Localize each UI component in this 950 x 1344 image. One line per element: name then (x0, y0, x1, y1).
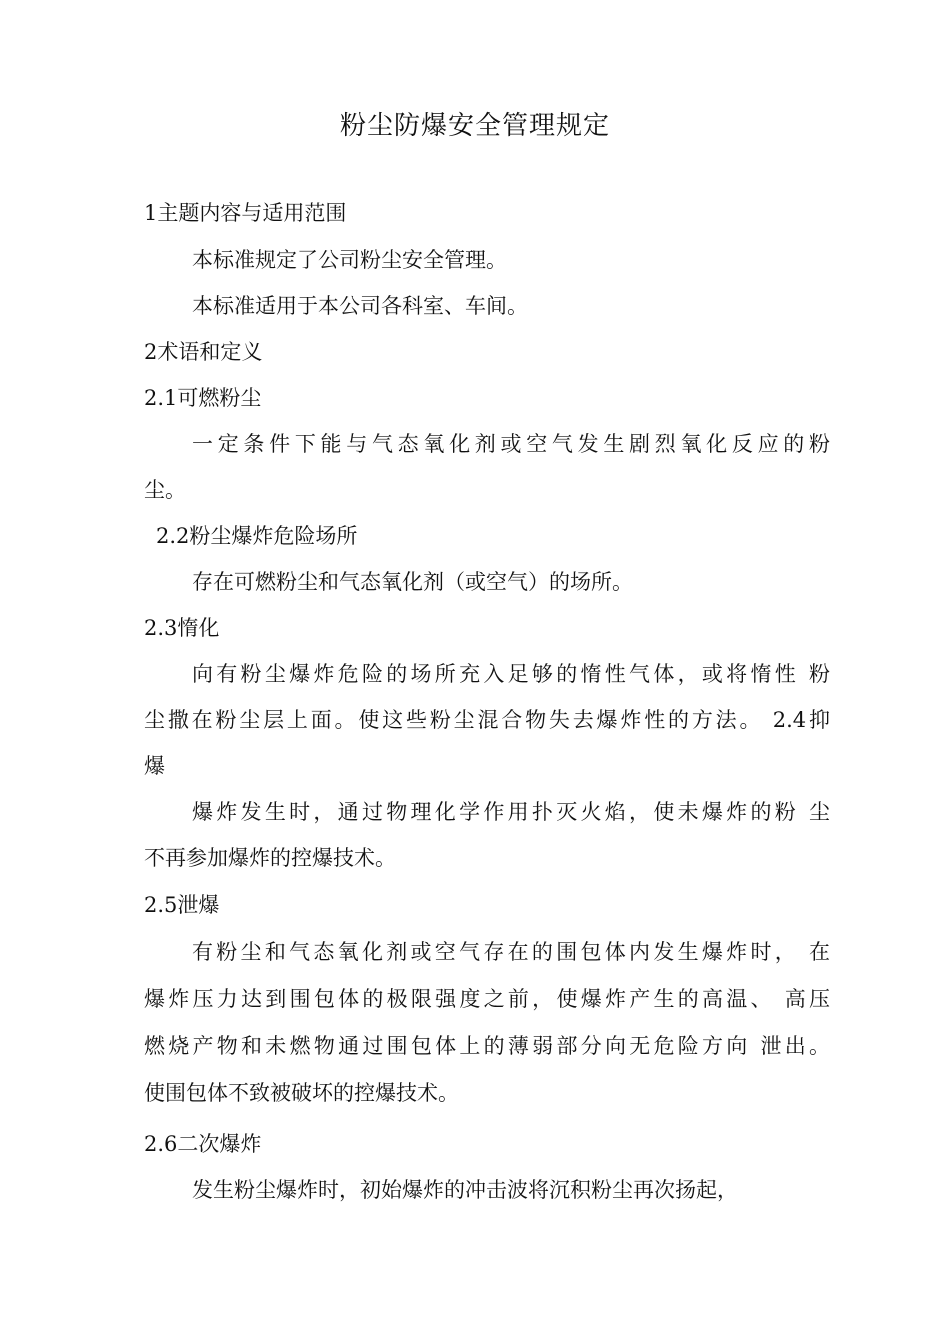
subsection-heading-2-5: 2.5泄爆 (144, 893, 220, 917)
subsection-heading-2-3: 2.3惰化 (144, 616, 220, 640)
paragraph-line: 向有粉尘爆炸危险的场所充入足够的惰性气体，或将惰性 粉 (192, 662, 830, 686)
paragraph-line: 使围包体不致被破坏的控爆技术。 (144, 1081, 459, 1105)
paragraph-line: 发生粉尘爆炸时，初始爆炸的冲击波将沉积粉尘再次扬起， (192, 1178, 738, 1202)
document-title: 粉尘防爆安全管理规定 (339, 111, 610, 141)
paragraph-line: 爆炸发生时，通过物理化学作用扑灭火焰，使未爆炸的粉 尘 (192, 800, 830, 824)
paragraph-line: 存在可燃粉尘和气态氧化剂（或空气）的场所。 (192, 570, 633, 594)
paragraph-line: 本标准规定了公司粉尘安全管理。 (192, 248, 507, 272)
paragraph-line: 燃烧产物和未燃物通过围包体上的薄弱部分向无危险方向 泄出。 (144, 1034, 830, 1058)
section-heading-2: 2术语和定义 (144, 340, 263, 364)
paragraph-line: 尘。 (144, 478, 186, 502)
paragraph-line: 不再参加爆炸的控爆技术。 (144, 846, 396, 870)
paragraph-line: 尘撒在粉尘层上面。使这些粉尘混合物失去爆炸性的方法。 2.4抑 (144, 708, 830, 732)
paragraph-line: 爆 (144, 754, 165, 778)
subsection-heading-2-2: 2.2粉尘爆炸危险场所 (156, 524, 358, 548)
paragraph-line: 爆炸压力达到围包体的极限强度之前，使爆炸产生的高温、 高压 (144, 987, 830, 1011)
paragraph-line: 一定条件下能与气态氧化剂或空气发生剧烈氧化反应的粉 (192, 432, 830, 456)
paragraph-line: 有粉尘和气态氧化剂或空气存在的围包体内发生爆炸时， 在 (192, 940, 830, 964)
paragraph-line: 本标准适用于本公司各科室、车间。 (192, 294, 528, 318)
subsection-heading-2-1: 2.1可燃粉尘 (144, 386, 262, 410)
subsection-heading-2-6: 2.6二次爆炸 (144, 1132, 262, 1156)
section-heading-1: 1主题内容与适用范围 (144, 201, 347, 225)
